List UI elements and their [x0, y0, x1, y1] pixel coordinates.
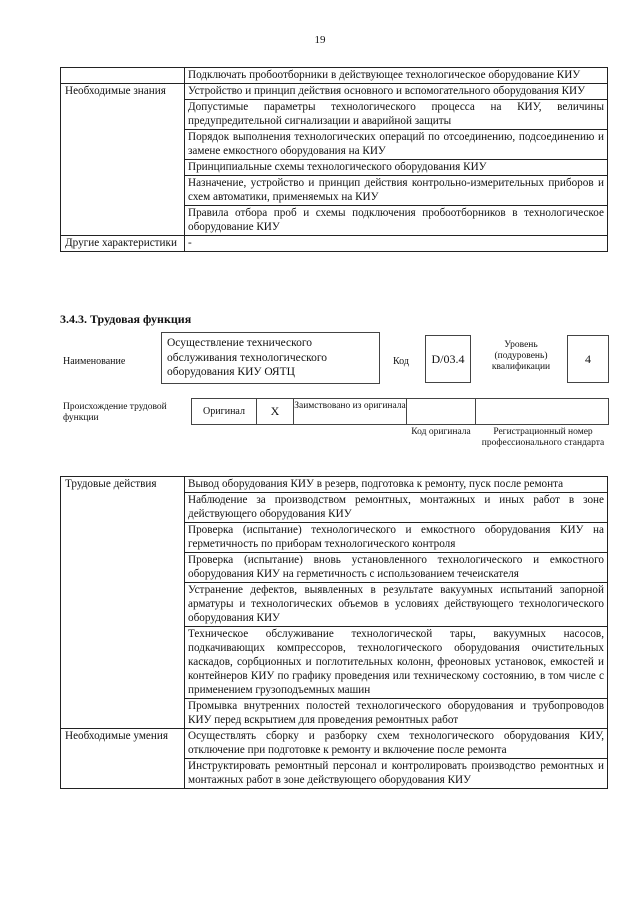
row-content: Проверка (испытание) технологического и емкостного оборудования КИУ на герметичность по приборам технологического контроля [185, 523, 608, 553]
original-label: Оригинал [203, 406, 245, 417]
code-label: Код [393, 356, 409, 367]
original-mark-cell [256, 398, 294, 425]
function-name-box: Осуществление технического обслуживания технологического оборудования КИУ ОЯТЦ [161, 332, 380, 384]
row-content: Допустимые параметры технологического процесса на КИУ, величины предупредительной сигнализации и аварийной защиты [185, 100, 608, 130]
page-number: 19 [314, 34, 326, 46]
row-content: Принципиальные схемы технологического оборудования КИУ [185, 160, 608, 176]
table-row [61, 84, 608, 100]
table-row [61, 729, 608, 759]
reg-caption: Регистрационный номер профессионального стандарта [481, 427, 605, 448]
row-content: Правила отбора проб и схемы подключения пробоотборников в технологическое оборудование КИУ [185, 206, 608, 236]
borrowed-label: Заимствовано из оригинала [294, 401, 406, 411]
row-label-skills: Необходимые умения [61, 729, 185, 789]
row-content: Техническое обслуживание технологической тары, вакуумных насосов, подкачивающих компрессоров, технологического оборудования очистительных каскадов, сорбционных и поглотительных колонн, фреоновых установок, емкостей и контейнеров КИУ по графику проведения или техническому состоянию, в том числе с применением грузоподъемных машин [185, 627, 608, 699]
row-content: Устранение дефектов, выявленных в результате вакуумных испытаний запорной арматуры и технологических объемов в условиях действующего технологического оборудования КИУ [185, 583, 608, 627]
code-caption: Код оригинала [411, 427, 471, 437]
function-code-box: D/03.4 [425, 335, 471, 383]
row-content: Назначение, устройство и принцип действия контрольно-измерительных приборов и схем автоматики, применяемых на КИУ [185, 176, 608, 206]
table-row [61, 477, 608, 493]
row-content: Подключать пробоотборники в действующее технологическое оборудование КИУ [185, 68, 608, 84]
origin-label: Происхождение трудовой функции [63, 402, 167, 423]
competency-table-bottom [60, 476, 608, 789]
row-content: Наблюдение за производством ремонтных, монтажных и иных работ в зоне действующего оборудования КИУ [185, 493, 608, 523]
section-heading: 3.4.3. Трудовая функция [60, 312, 192, 326]
row-label-knowledge: Необходимые знания [61, 84, 185, 236]
level-label: Уровень (подуровень) квалификации [491, 340, 551, 372]
row-content: Порядок выполнения технологических операций по отсоединению, подсоединению и замене емкостного оборудования на КИУ [185, 130, 608, 160]
qualification-level-box: 4 [567, 335, 609, 383]
name-label: Наименование [63, 356, 126, 367]
original-mark: X [270, 404, 280, 418]
table-row [61, 68, 608, 84]
row-label [61, 68, 185, 84]
row-content: Проверка (испытание) вновь установленного технологического и емкостного оборудования КИУ на герметичность с использованием течеискателя [185, 553, 608, 583]
row-content: - [185, 236, 608, 252]
row-content: Вывод оборудования КИУ в резерв, подготовка к ремонту, пуск после ремонта [185, 477, 608, 493]
row-content: Осуществлять сборку и разборку схем технологического оборудования КИУ, отключение при подготовке к ремонту и включение после ремонта [185, 729, 608, 759]
row-content: Устройство и принцип действия основного и вспомогательного оборудования КИУ [185, 84, 608, 100]
row-content: Инструктировать ремонтный персонал и контролировать производство ремонтных и монтажных работ в зоне действующего оборудования КИУ [185, 759, 608, 789]
table-row [61, 236, 608, 252]
reg-number-cell [475, 398, 609, 425]
competency-table-top [60, 67, 608, 252]
row-content: Промывка внутренних полостей технологического оборудования и трубопроводов КИУ перед вскрытием для проведения ремонтных работ [185, 699, 608, 729]
original-label-cell [191, 398, 257, 425]
row-label-other: Другие характеристики [61, 236, 185, 252]
original-code-cell [406, 398, 476, 425]
borrowed-cell [293, 398, 407, 425]
row-label-actions: Трудовые действия [61, 477, 185, 729]
